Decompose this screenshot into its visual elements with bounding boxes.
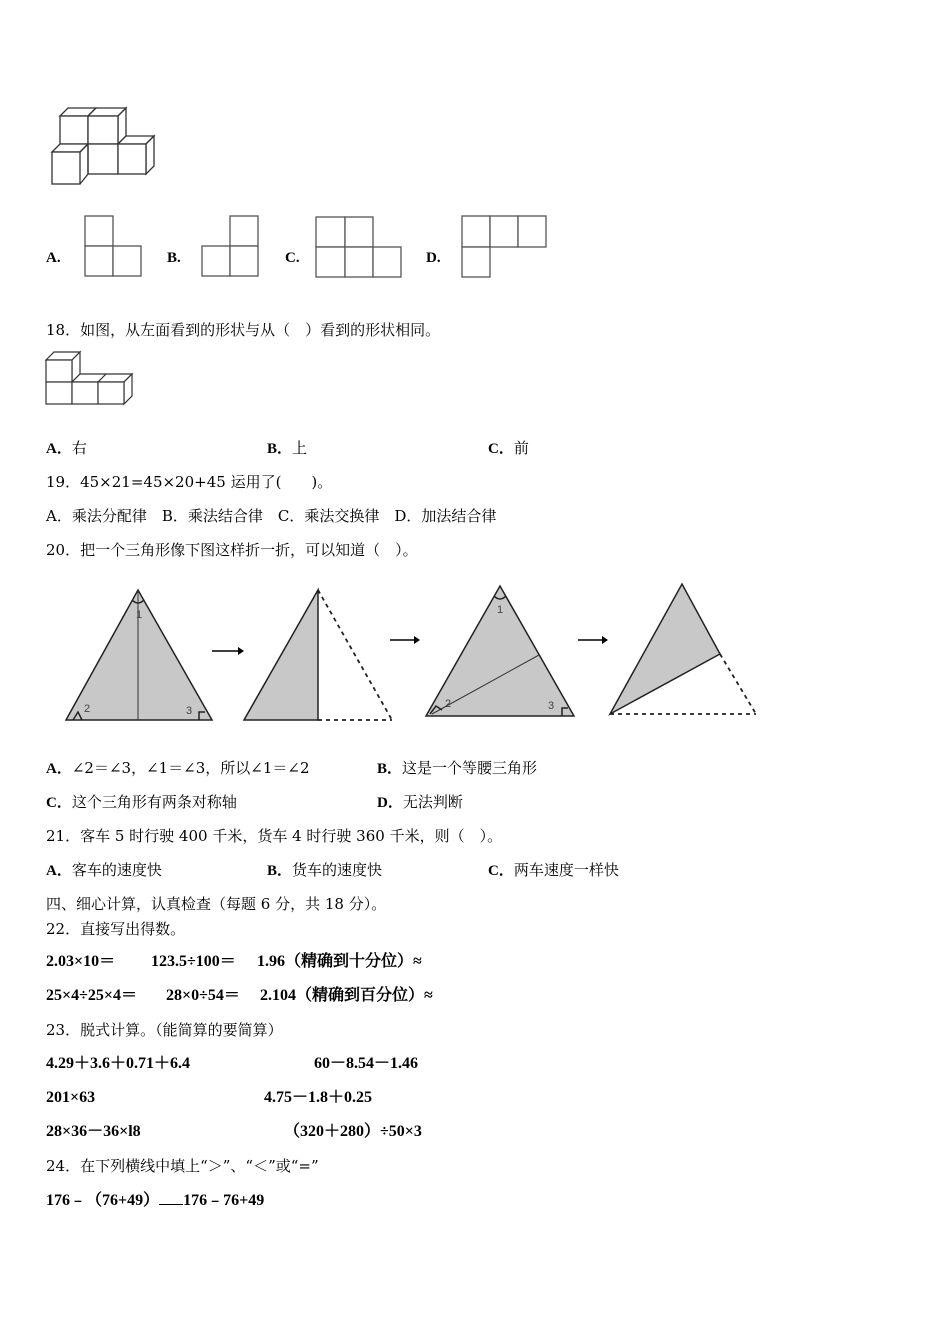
q23-item-6: （320＋280）÷50×3 [284,1123,422,1140]
q22-item-6: 2.104（精确到百分位）≈ [260,987,433,1004]
angle-2-label: 2 [84,703,91,715]
q23-item-4: 4.75－1.8＋0.25 [264,1089,373,1106]
q22-item-3: 1.96（精确到十分位）≈ [257,953,422,970]
q18-question: 18．如图，从左面看到的形状与从（ ）看到的形状相同。 [46,321,441,339]
q24-comparison [46,1190,264,1211]
q18-option-c[interactable]: C．前 [488,439,529,457]
angle-1-label-fold: 1 [497,604,504,616]
option-b-letter: B. [167,250,181,266]
angle-3-label: 3 [186,705,193,717]
q20-option-b[interactable]: B．这是一个等腰三角形 [377,759,538,777]
q23-question: 23．脱式计算。（能简算的要简算） [46,1021,283,1039]
cube-figure-q18 [44,350,136,408]
q18-option-a[interactable]: A．右 [46,439,87,457]
q24-answer-blank[interactable] [159,1190,183,1205]
q23-item-1: 4.29＋3.6＋0.71＋6.4 [46,1055,191,1072]
q20-option-d[interactable]: D．无法判断 [377,793,463,811]
section-4-heading: 四、细心计算，认真检查（每题 6 分，共 18 分）。 [46,895,387,913]
q22-item-4: 25×4÷25×4＝ [46,987,138,1004]
q21-option-b[interactable]: B．货车的速度快 [267,861,383,879]
q22-item-2: 123.5÷100＝ [151,953,236,970]
q22-question: 22．直接写出得数。 [46,920,186,938]
q21-option-c[interactable]: C．两车速度一样快 [488,861,619,879]
view-3-over-1-icon [461,215,551,279]
q19-options: A．乘法分配律 B．乘法结合律 C．乘法交换律 D．加法结合律 [46,507,497,525]
q21-question: 21．客车 5 时行驶 400 千米，货车 4 时行驶 360 千米，则（ ）。 [46,827,503,845]
q18-option-b[interactable]: B．上 [267,439,308,457]
option-d-letter: D. [426,250,441,266]
angle-2-label-fold: 2 [445,698,452,710]
q24-question: 24．在下列横线中填上“＞”、“＜”或“=” [46,1157,319,1175]
q19-question: 19．45×21=45×20+45 运用了( )。 [46,473,333,491]
q21-option-a[interactable]: A．客车的速度快 [46,861,162,879]
view-2-over-3-icon [315,216,405,278]
option-a-letter: A. [46,250,61,266]
view-L-right-icon [84,215,144,277]
q22-item-5: 28×0÷54＝ [166,987,240,1004]
view-L-left-icon [200,215,260,277]
cube-figure-q17 [48,104,160,190]
q20-option-a[interactable]: A．∠2＝∠3，∠1＝∠3，所以∠1＝∠2 [46,759,310,777]
q23-item-2: 60－8.54－1.46 [314,1055,419,1072]
q24-right-expression: 176﹣76+49 [183,1192,265,1209]
q23-item-3: 201×63 [46,1089,96,1106]
angle-1-label: 1 [136,609,143,621]
q20-question: 20．把一个三角形像下图这样折一折，可以知道（ ）。 [46,541,418,559]
q23-item-5: 28×36－36×l8 [46,1123,141,1140]
angle-3-label-fold: 3 [548,700,555,712]
option-c-letter: C. [285,250,300,266]
q22-item-1: 2.03×10＝ [46,953,116,970]
q20-option-c[interactable]: C．这个三角形有两条对称轴 [46,793,237,811]
triangle-fold-diagram [60,580,770,730]
q24-left-expression: 176﹣（76+49） [46,1192,160,1209]
